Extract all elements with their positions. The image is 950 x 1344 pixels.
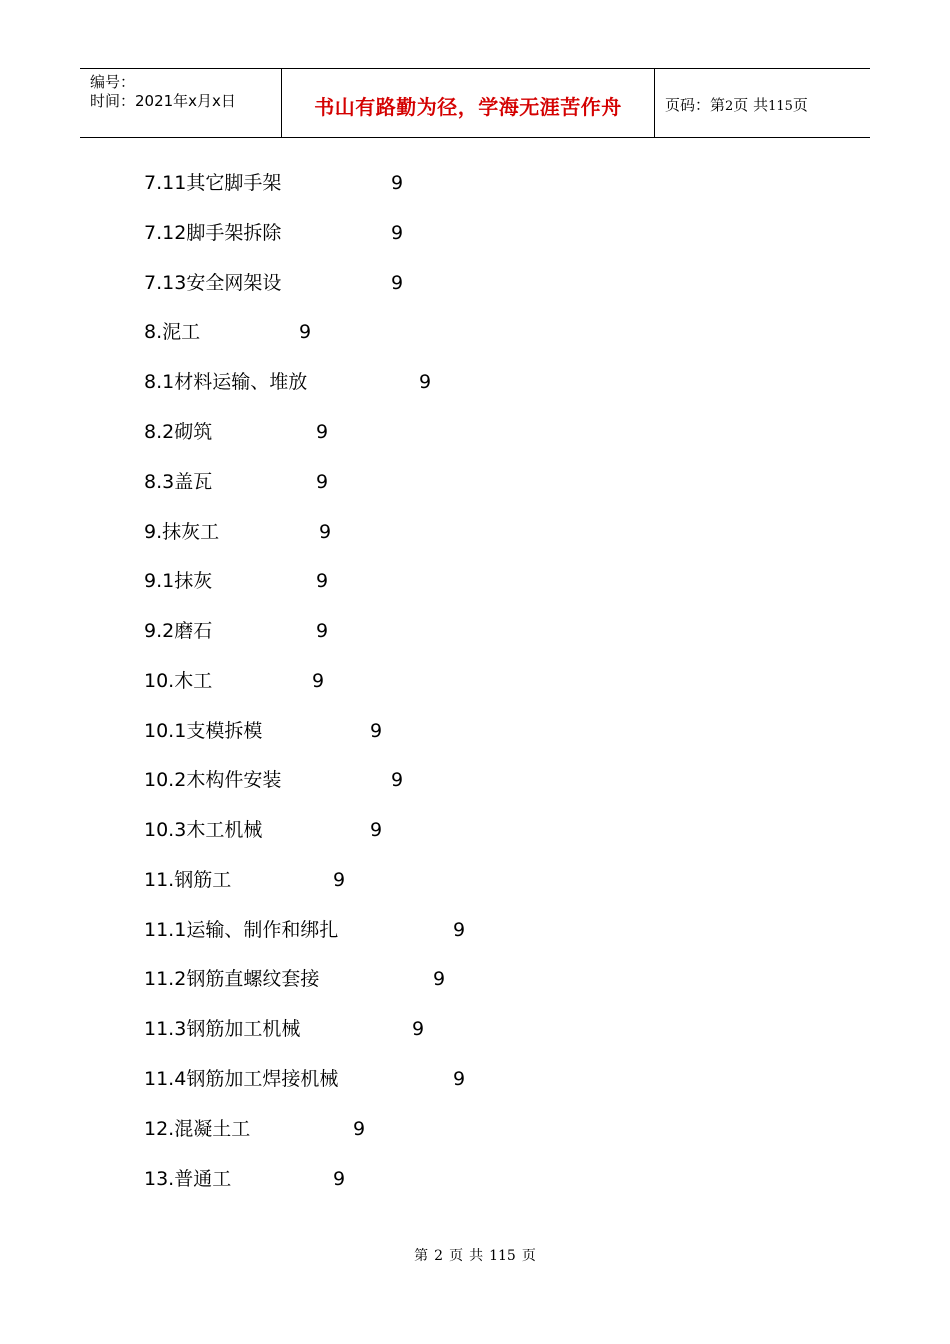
toc-number: 12. <box>144 1118 175 1140</box>
toc-title: 木工 <box>174 670 213 692</box>
header-page-info <box>665 94 808 115</box>
document-time-label: 时间：2021年x月x日 <box>90 92 236 110</box>
footer-word: 第 <box>414 1248 429 1264</box>
toc-entry <box>144 964 319 994</box>
toc-title: 木构件安装 <box>186 769 282 791</box>
toc-entry <box>144 1064 338 1094</box>
footer-page-number: 2 <box>434 1248 444 1264</box>
footer-word: 共 <box>469 1248 484 1264</box>
toc-entry <box>144 1114 250 1144</box>
toc-number: 8.2 <box>144 421 175 443</box>
toc-title: 木工机械 <box>186 819 263 841</box>
toc-entry <box>144 815 262 845</box>
page-suffix: 页 <box>792 96 808 114</box>
toc-number: 10.1 <box>144 720 187 742</box>
toc-entry <box>144 367 307 397</box>
footer-word: 页 <box>449 1248 464 1264</box>
page-mid: 页 共 <box>733 96 769 114</box>
toc-page: 9 <box>370 819 383 841</box>
toc-title: 盖瓦 <box>174 471 213 493</box>
toc-page: 9 <box>316 570 329 592</box>
toc-number: 8.1 <box>144 371 175 393</box>
toc-page: 9 <box>316 421 329 443</box>
toc-title: 脚手架拆除 <box>186 222 282 244</box>
toc-page: 9 <box>391 769 404 791</box>
toc-number: 11.4 <box>144 1068 187 1090</box>
toc-title: 抹灰 <box>174 570 213 592</box>
toc-number: 13. <box>144 1168 175 1190</box>
toc-page: 9 <box>391 272 404 294</box>
toc-number: 8. <box>144 321 163 343</box>
toc-number: 7.13 <box>144 272 187 294</box>
toc-title: 材料运输、堆放 <box>174 371 308 393</box>
toc-number: 9.2 <box>144 620 175 642</box>
page-total: 115 <box>768 99 793 114</box>
toc-entry <box>144 1014 300 1044</box>
footer-page-total: 115 <box>489 1248 516 1264</box>
toc-entry <box>144 666 212 696</box>
toc-title: 运输、制作和绑扎 <box>186 919 339 941</box>
toc-page: 9 <box>391 222 404 244</box>
toc-page: 9 <box>312 670 325 692</box>
page-number: 2 <box>725 99 734 114</box>
toc-page: 9 <box>433 968 446 990</box>
toc-title: 钢筋直螺纹套接 <box>186 968 320 990</box>
toc-entry <box>144 268 281 298</box>
toc-page: 9 <box>333 869 346 891</box>
toc-page: 9 <box>353 1118 366 1140</box>
toc-title: 支模拆模 <box>186 720 263 742</box>
toc-number: 8.3 <box>144 471 175 493</box>
header-page-cell <box>655 69 870 137</box>
toc-title: 钢筋加工机械 <box>186 1018 301 1040</box>
toc-number: 11.2 <box>144 968 187 990</box>
toc-number: 11.1 <box>144 919 187 941</box>
toc-title: 钢筋工 <box>174 869 232 891</box>
toc-entry <box>144 716 262 746</box>
toc-entry <box>144 417 212 447</box>
toc-page: 9 <box>419 371 432 393</box>
toc-title: 泥工 <box>162 321 201 343</box>
toc-entry <box>144 317 200 347</box>
footer-word: 页 <box>521 1248 536 1264</box>
toc-page: 9 <box>412 1018 425 1040</box>
toc-page: 9 <box>299 321 312 343</box>
toc-page: 9 <box>453 1068 466 1090</box>
toc-title: 砌筑 <box>174 421 213 443</box>
toc-page: 9 <box>453 919 466 941</box>
toc-entry <box>144 566 212 596</box>
toc-number: 11.3 <box>144 1018 187 1040</box>
toc-page: 9 <box>316 471 329 493</box>
toc-number: 10.3 <box>144 819 187 841</box>
toc-page: 9 <box>391 172 404 194</box>
toc-entry <box>144 218 281 248</box>
toc-entry <box>144 765 281 795</box>
header-motto-cell <box>282 69 655 137</box>
toc-number: 7.12 <box>144 222 187 244</box>
toc-title: 安全网架设 <box>186 272 282 294</box>
toc-title: 磨石 <box>174 620 213 642</box>
page-footer <box>0 1245 950 1265</box>
toc-title: 钢筋加工焊接机械 <box>186 1068 339 1090</box>
toc-number: 7.11 <box>144 172 187 194</box>
header-motto: 书山有路勤为径，学海无涯苦作舟 <box>314 95 622 119</box>
page-header <box>80 68 870 138</box>
toc-number: 11. <box>144 869 175 891</box>
toc-title: 混凝土工 <box>174 1118 251 1140</box>
toc-entry <box>144 517 219 547</box>
header-meta-cell <box>80 69 282 137</box>
page-prefix: 页码：第 <box>665 96 726 114</box>
toc-number: 9. <box>144 521 163 543</box>
toc-number: 10.2 <box>144 769 187 791</box>
toc-page: 9 <box>333 1168 346 1190</box>
toc-entry <box>144 467 212 497</box>
toc-page: 9 <box>316 620 329 642</box>
toc-title: 普通工 <box>174 1168 232 1190</box>
toc-entry <box>144 616 212 646</box>
toc-title: 抹灰工 <box>162 521 220 543</box>
toc-number: 10. <box>144 670 175 692</box>
toc-entry <box>144 168 281 198</box>
toc-page: 9 <box>370 720 383 742</box>
toc-entry <box>144 865 231 895</box>
toc-title: 其它脚手架 <box>186 172 282 194</box>
toc-page: 9 <box>319 521 332 543</box>
toc-entry <box>144 915 338 945</box>
toc-entry <box>144 1164 231 1194</box>
toc-number: 9.1 <box>144 570 175 592</box>
document-code-label: 编号： <box>90 73 136 91</box>
